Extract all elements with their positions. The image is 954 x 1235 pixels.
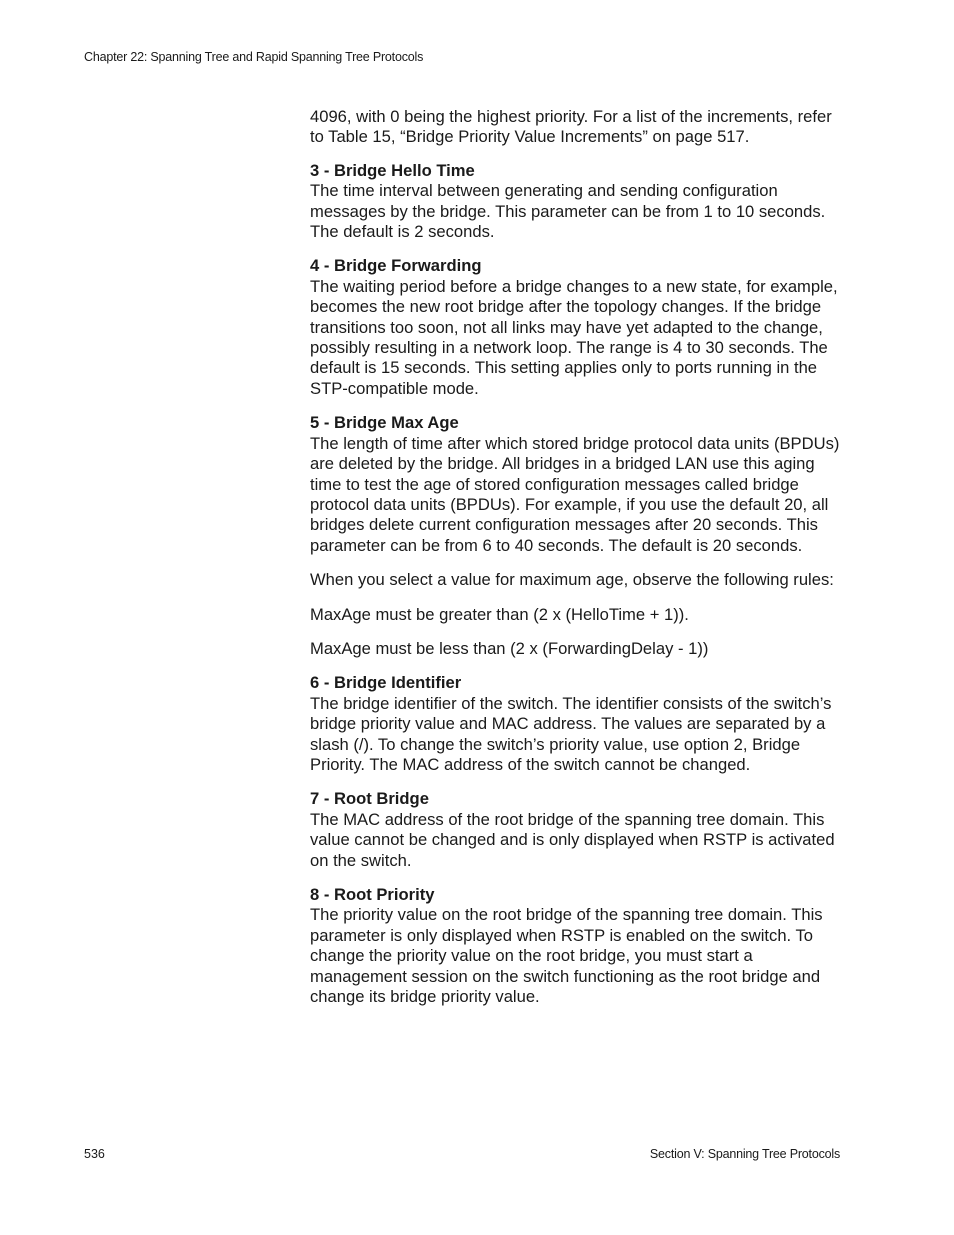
entry-title: 5 - Bridge Max Age <box>310 413 459 433</box>
entry-body: The waiting period before a bridge changes to a new state, for example, becomes the new root bridge after the topology changes. If the bridge transitions too soon, not all links may have yet adapted to the change, possibly resulting in a network loop. The range is 4 to 30 seconds. The default is 15 seconds. This setting applies only to ports running in the STP-compatible mode. <box>310 276 838 398</box>
max-age-rule-2: MaxAge must be less than (2 x (ForwardingDelay - 1)) <box>310 638 709 658</box>
entry-body: The MAC address of the root bridge of the spanning tree domain. This value cannot be changed and is only displayed when RSTP is activated on the switch. <box>310 809 835 870</box>
entry-bridge-max-age <box>310 413 845 556</box>
entry-root-bridge <box>310 789 845 871</box>
entry-title: 8 - Root Priority <box>310 885 435 904</box>
entry-title: 7 - Root Bridge <box>310 789 429 809</box>
entry-title: 3 - Bridge Hello Time <box>310 160 475 180</box>
intro-paragraph: 4096, with 0 being the highest priority. For a list of the increments, refer to Table 15, “Bridge Priority Value Increments” on page 517. <box>310 107 832 147</box>
entry-title: 6 - Bridge Identifier <box>310 673 462 693</box>
max-age-rule-1: MaxAge must be greater than (2 x (HelloTime + 1)). <box>310 604 689 624</box>
entry-body: The length of time after which stored bridge protocol data units (BPDUs) are deleted by the bridge. All bridges in a bridged LAN use this aging time to test the age of stored configuration messages called bridge protocol data units (BPDUs). For example, if you use the default 20, all bridges delete current configuration messages after 20 seconds. This parameter can be from 6 to 40 seconds. The default is 20 seconds. <box>310 433 840 555</box>
section-footer: Section V: Spanning Tree Protocols <box>649 1147 840 1161</box>
entry-body: The priority value on the root bridge of the spanning tree domain. This parameter is only displayed when RSTP is enabled on the switch. To change the priority value on the root bridge, you must start a management session on the switch functioning as the root bridge and change its bridge priority value. <box>310 905 823 1007</box>
document-body <box>310 107 845 1021</box>
max-age-rules-lead: When you select a value for maximum age, observe the following rules: <box>310 570 834 590</box>
entry-body: The time interval between generating and sending configuration messages by the bridge. This parameter can be from 1 to 10 seconds. The default is 2 seconds. <box>310 181 826 242</box>
entry-bridge-forwarding <box>310 256 845 399</box>
entry-title: 4 - Bridge Forwarding <box>310 256 482 276</box>
entry-body: The bridge identifier of the switch. The identifier consists of the switch’s bridge priority value and MAC address. The values are separated by a slash (/). To change the switch’s priority value, use option 2, Bridge Priority. The MAC address of the switch cannot be changed. <box>310 693 832 774</box>
page-number: 536 <box>84 1147 105 1161</box>
running-header: Chapter 22: Spanning Tree and Rapid Spanning Tree Protocols <box>84 50 424 64</box>
entry-bridge-identifier <box>310 673 845 775</box>
entry-root-priority <box>310 885 845 1007</box>
entry-bridge-hello-time <box>310 161 845 243</box>
